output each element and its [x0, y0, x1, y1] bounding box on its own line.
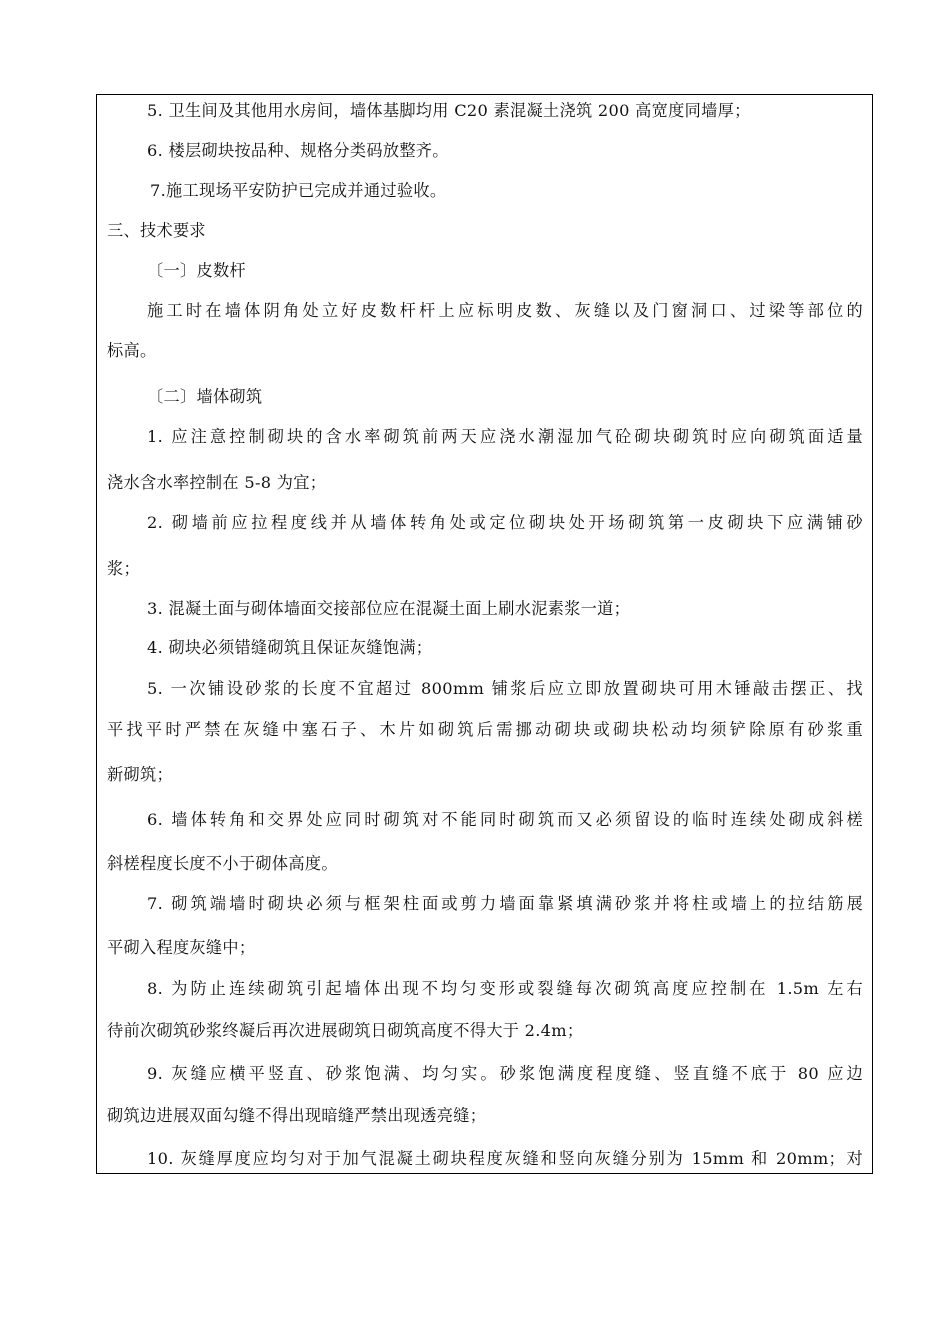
text-line-item7-safety: 7.施工现场平安防护已完成并通过验收。 — [150, 181, 447, 200]
text-line-masonry-item7b: 平砌入程度灰缝中； — [107, 938, 256, 957]
text-line-masonry-item1a: 1. 应注意控制砌块的含水率砌筑前两天应浇水潮湿加气砼砌块砌筑时应向砌筑面适量 — [147, 427, 863, 446]
text-line-item5-drainage: 5. 卫生间及其他用水房间，墙体基脚均用 C20 素混凝土浇筑 200 高宽度同墙厚； — [147, 101, 751, 120]
text-line-masonry-item6b: 斜槎程度长度不小于砌体高度。 — [107, 854, 338, 873]
text-line-masonry-item4: 4. 砌块必须错缝砌筑且保证灰缝饱满； — [147, 638, 433, 657]
document-table-border — [96, 94, 873, 1174]
text-line-masonry-item7a: 7. 砌筑端墙时砌块必须与框架柱面或剪力墙面靠紧填满砂浆并将柱或墙上的拉结筋展 — [147, 894, 863, 913]
text-line-masonry-item9b: 砌筑边进展双面勾缝不得出现暗缝严禁出现透亮缝； — [107, 1106, 487, 1125]
text-line-story-pole-2: 标高。 — [107, 341, 157, 360]
text-line-masonry-item1b: 浇水含水率控制在 5-8 为宜； — [107, 473, 327, 492]
text-line-masonry-item6a: 6. 墙体转角和交界处应同时砌筑对不能同时砌筑而又必须留设的临时连续处砌成斜槎 — [147, 810, 863, 829]
text-line-masonry-item5a: 5. 一次铺设砂浆的长度不宜超过 800mm 铺浆后应立即放置砌块可用木锤敲击摆正、找 — [147, 679, 863, 698]
text-line-masonry-item2b: 浆； — [107, 559, 140, 578]
section-heading-technical-requirements: 三、技术要求 — [107, 221, 206, 240]
subheading-wall-masonry: 〔二〕墙体砌筑 — [147, 387, 263, 406]
subheading-story-pole: 〔一〕皮数杆 — [147, 261, 246, 280]
text-line-item6-stacking: 6. 楼层砌块按品种、规格分类码放整齐。 — [147, 141, 449, 160]
text-line-masonry-item10a: 10. 灰缝厚度应均匀对于加气混凝土砌块程度灰缝和竖向灰缝分别为 15mm 和 20mm；对 — [147, 1149, 863, 1168]
text-line-masonry-item3: 3. 混凝土面与砌体墙面交接部位应在混凝土面上刷水泥素浆一道； — [147, 599, 631, 618]
text-line-masonry-item5b: 平找平时严禁在灰缝中塞石子、木片如砌筑后需挪动砌块或砌块松动均须铲除原有砂浆重 — [107, 720, 863, 739]
text-line-masonry-item8b: 待前次砌筑砂浆终凝后再次进展砌筑日砌筑高度不得大于 2.4m； — [107, 1021, 584, 1040]
text-line-masonry-item5c: 新砌筑； — [107, 765, 173, 784]
text-line-masonry-item9a: 9. 灰缝应横平竖直、砂浆饱满、均匀实。砂浆饱满度程度缝、竖直缝不底于 80 应边 — [147, 1064, 863, 1083]
text-line-story-pole-1: 施工时在墙体阴角处立好皮数杆杆上应标明皮数、灰缝以及门窗洞口、过梁等部位的 — [147, 301, 863, 320]
text-line-masonry-item2a: 2. 砌墙前应拉程度线并从墙体转角处或定位砌块处开场砌筑第一皮砌块下应满铺砂 — [147, 513, 863, 532]
text-line-masonry-item8a: 8. 为防止连续砌筑引起墙体出现不均匀变形或裂缝每次砌筑高度应控制在 1.5m 左右 — [147, 979, 863, 998]
